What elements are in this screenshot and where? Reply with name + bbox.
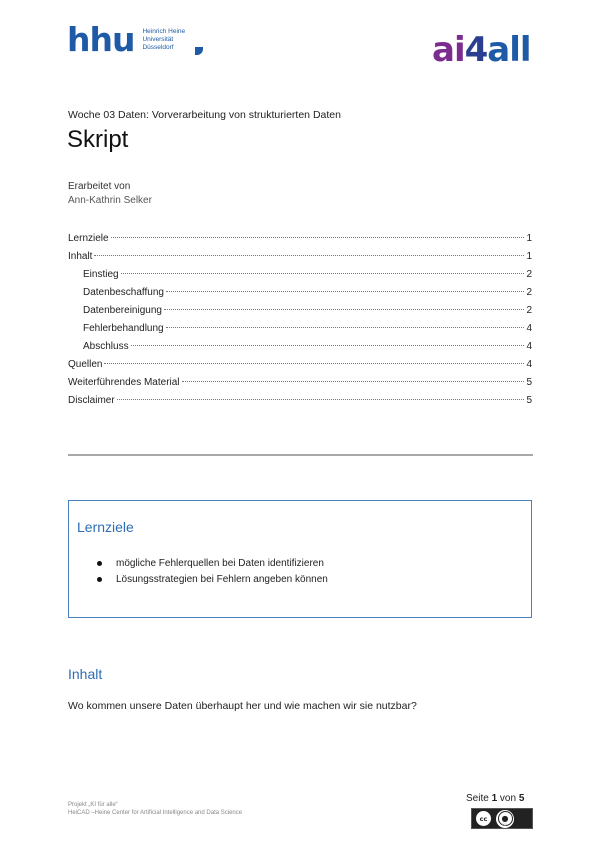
author-label: Erarbeitet von xyxy=(68,181,131,192)
ai4all-logo-four: 4 xyxy=(464,30,488,70)
toc-leader xyxy=(117,399,525,400)
learning-goals-title: Lernziele xyxy=(77,519,134,535)
ai4all-logo-all: all xyxy=(487,30,531,70)
toc-entry-label: Disclaimer xyxy=(68,395,115,406)
hhu-logo-mark: hhu xyxy=(67,20,135,59)
toc-entry-label: Lernziele xyxy=(68,233,109,244)
toc-entry-label: Datenbeschaffung xyxy=(83,287,164,298)
toc-entry-page: 4 xyxy=(526,323,532,334)
hhu-logo-dot-icon xyxy=(195,47,203,55)
toc-leader xyxy=(104,363,524,364)
author-name: Ann-Kathrin Selker xyxy=(68,195,152,206)
page-number-prefix: Seite xyxy=(466,793,489,804)
toc-entry-fehlerbehandlung[interactable] xyxy=(68,323,532,341)
section-divider xyxy=(68,454,533,456)
learning-goals-list xyxy=(97,555,328,587)
list-item xyxy=(97,571,328,587)
toc-entry-inhalt[interactable] xyxy=(68,251,532,269)
toc-leader xyxy=(94,255,524,256)
person-icon: ● xyxy=(498,811,513,826)
toc-entry-label: Abschluss xyxy=(83,341,129,352)
page-number xyxy=(466,793,524,804)
cc-icon: cc xyxy=(475,810,492,827)
toc-entry-quellen[interactable] xyxy=(68,359,532,377)
toc-leader xyxy=(166,291,524,292)
toc-leader xyxy=(164,309,524,310)
toc-leader xyxy=(182,381,525,382)
list-item xyxy=(97,555,328,571)
toc-entry-page: 4 xyxy=(526,359,532,370)
toc-entry-label: Fehlerbehandlung xyxy=(83,323,164,334)
list-item-text: Lösungsstrategien bei Fehlern angeben können xyxy=(116,573,328,585)
table-of-contents xyxy=(68,233,532,413)
hhu-logo-line: Universität xyxy=(142,36,174,43)
cc-by-license-badge[interactable] xyxy=(471,808,533,829)
toc-entry-page: 2 xyxy=(526,269,532,280)
toc-entry-weiterfuehrendes-material[interactable] xyxy=(68,377,532,395)
toc-entry-page: 5 xyxy=(526,395,532,406)
hhu-logo-text xyxy=(142,28,185,52)
body-paragraph: Wo kommen unsere Daten überhaupt her und wie machen wir sie nutzbar? xyxy=(68,700,417,712)
toc-entry-page: 1 xyxy=(526,251,532,262)
document-subtitle: Woche 03 Daten: Vorverarbeitung von strukturierten Daten xyxy=(68,109,341,121)
toc-entry-label: Quellen xyxy=(68,359,103,370)
toc-entry-abschluss[interactable] xyxy=(68,341,532,359)
document-title: Skript xyxy=(67,126,129,153)
toc-entry-page: 2 xyxy=(526,305,532,316)
page-number-total: 5 xyxy=(518,793,525,804)
toc-entry-label: Inhalt xyxy=(68,251,93,262)
toc-leader xyxy=(166,327,525,328)
toc-leader xyxy=(121,273,525,274)
bullet-icon xyxy=(97,577,102,582)
page-number-current: 1 xyxy=(491,793,498,804)
learning-goals-box xyxy=(68,500,532,618)
toc-entry-einstieg[interactable] xyxy=(68,269,532,287)
hhu-logo-line: Düsseldorf xyxy=(142,44,174,51)
toc-entry-page: 1 xyxy=(526,233,532,244)
hhu-logo-line: Heinrich Heine xyxy=(142,28,186,35)
toc-entry-label: Weiterführendes Material xyxy=(68,377,180,388)
toc-entry-lernziele[interactable] xyxy=(68,233,532,251)
footer-line: Projekt „KI für alle“ xyxy=(68,802,118,808)
toc-entry-datenbeschaffung[interactable] xyxy=(68,287,532,305)
toc-leader xyxy=(111,237,525,238)
toc-entry-disclaimer[interactable] xyxy=(68,395,532,413)
toc-entry-page: 4 xyxy=(526,341,532,352)
toc-entry-page: 5 xyxy=(526,377,532,388)
toc-entry-label: Einstieg xyxy=(83,269,119,280)
section-heading-inhalt: Inhalt xyxy=(68,666,103,682)
footer-line: HeiCAD –Heine Center for Artificial Intelligence and Data Science xyxy=(68,810,243,816)
toc-entry-page: 2 xyxy=(526,287,532,298)
ai4all-logo xyxy=(432,30,531,70)
ai4all-logo-ai: ai xyxy=(432,30,465,70)
list-item-text: mögliche Fehlerquellen bei Daten identifizieren xyxy=(116,557,324,569)
cc-by-label: BY xyxy=(502,822,507,827)
toc-entry-label: Datenbereinigung xyxy=(83,305,162,316)
hhu-logo xyxy=(67,20,186,59)
toc-entry-datenbereinigung[interactable] xyxy=(68,305,532,323)
footer-project-info xyxy=(68,801,242,817)
page-number-mid: von xyxy=(499,793,517,804)
bullet-icon xyxy=(97,561,102,566)
toc-leader xyxy=(131,345,525,346)
